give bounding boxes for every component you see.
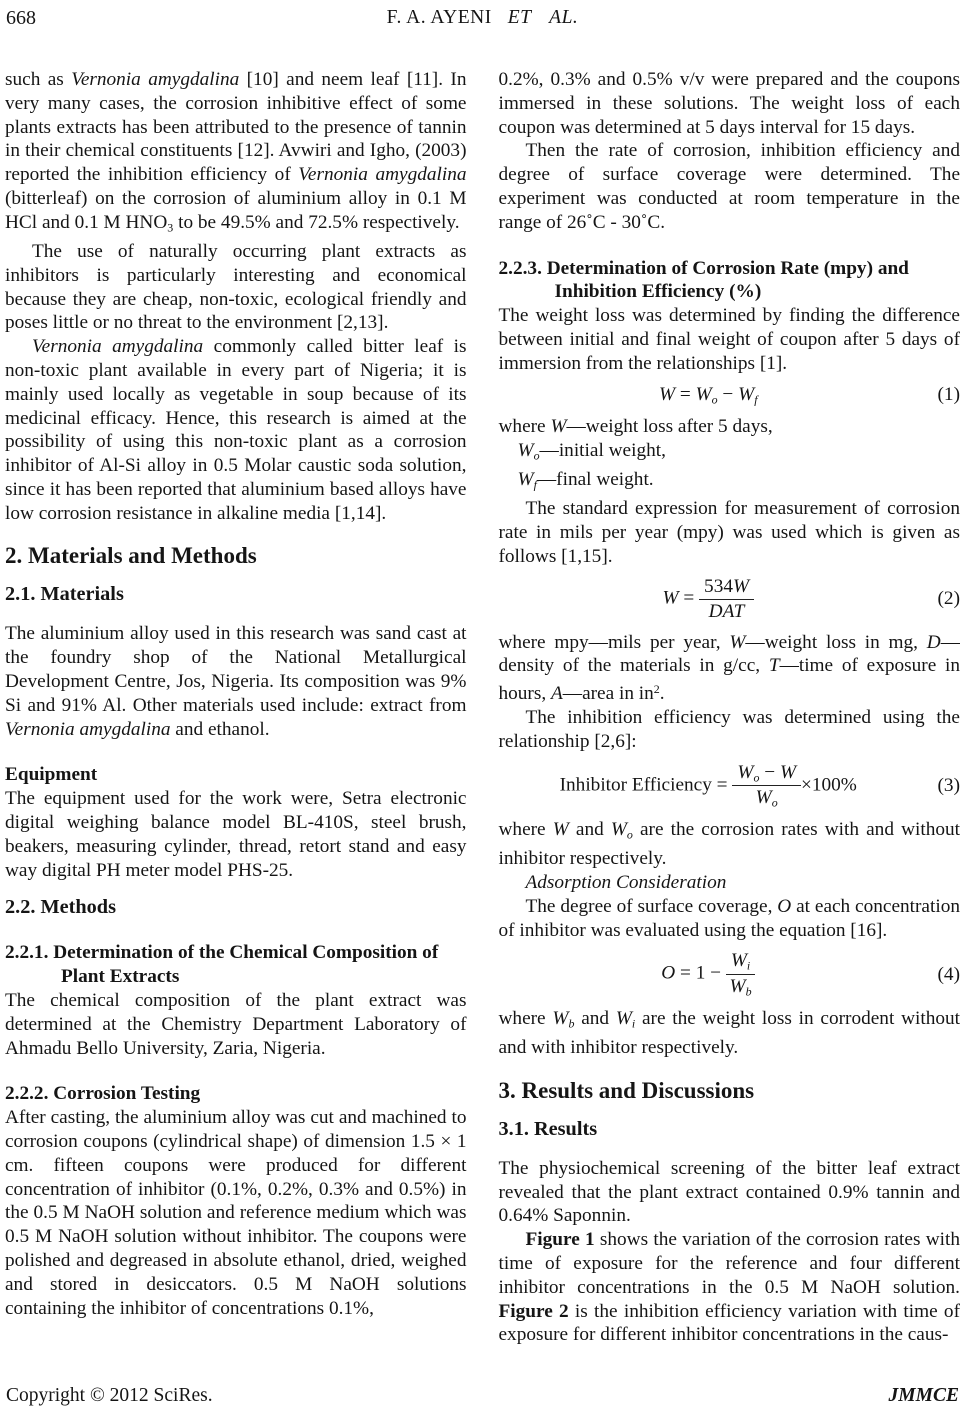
text-run: 3 [167, 220, 174, 235]
subsubsection-heading: 2.2.3. Determination of Corrosion Rate (mpy) and Inhibition Efficiency (%) [498, 257, 909, 303]
italic-text-run: W [779, 761, 796, 783]
italic-text-run: b [745, 984, 752, 999]
italic-text-run: D [926, 631, 941, 653]
text-run: where [498, 819, 553, 841]
equation-body [499, 950, 919, 998]
equation-text [801, 774, 857, 795]
equation [499, 576, 961, 622]
paragraph [499, 706, 961, 754]
equation-body [499, 384, 919, 407]
text-run: where mpy—mils per year, [498, 631, 730, 653]
text-run: where [498, 415, 551, 437]
equation-number: (1) [937, 384, 960, 406]
paragraph [499, 818, 961, 871]
text-run: = [678, 587, 700, 609]
text-run: Then the rate of corrosion, inhibition efficiency and degree of surface coverage were determined. The experiment was conducted at room temperature in the range of 26˚C - 30˚C. [498, 140, 960, 233]
text-run: The inhibition efficiency was determined using the relationship [2,6]: [498, 706, 960, 752]
paragraph [499, 631, 961, 706]
subsection-heading: 3.1. Results [498, 1117, 598, 1140]
page-number: 668 [6, 7, 36, 29]
italic-text-run: Vernonia amygdalina [71, 69, 240, 90]
text-run: The physiochemical screening of the bitter leaf extract revealed that the plant extract contained 0.9% tannin and 0.64% Saponnin. [498, 1157, 960, 1227]
text-run: is the inhibition efficiency variation with time of exposure for different inhibitor concentrations in the caus- [498, 1300, 960, 1346]
running-head [5, 7, 960, 37]
equation-body [499, 762, 919, 810]
text-run: at each concentration of inhibitor was evaluated using the equation [16]. [498, 895, 960, 941]
italic-text-run: W [517, 468, 534, 490]
italic-text-run: W [610, 819, 627, 841]
italic-text-run: o [711, 391, 718, 406]
running-head-etal: ET AL. [507, 7, 579, 28]
italic-text-run: Vernonia amygdalina [32, 336, 204, 358]
equation-text [662, 588, 699, 609]
italic-text-run: f [754, 391, 758, 406]
paragraph [5, 787, 467, 882]
text-run: shows the variation of the corrosion rates with time of exposure for the reference and four different inhibitor concentrations in the 0.5 M NaOH solution. [498, 1229, 960, 1298]
text-run: —weight loss after 5 days, [566, 415, 773, 437]
italic-text-run: W [755, 787, 772, 809]
paragraph [499, 304, 961, 375]
paragraph [5, 335, 467, 525]
text-run: The chemical composition of the plant extract was determined at the Chemistry Department Laboratory of Ahmadu Bello University, Zaria, Nigeria. [5, 990, 467, 1059]
paragraph [499, 497, 961, 568]
right-column [499, 68, 961, 1384]
subsubsection-heading: Equipment [5, 764, 98, 786]
subsubsection-heading: 2.2.2. Corrosion Testing [5, 1083, 201, 1105]
equation [499, 950, 961, 998]
text-run: are the corrosion rates with and without inhibitor respectively. [498, 819, 960, 870]
italic-text-run: O [661, 963, 676, 984]
text-run: —density of the materials in g/cc, [498, 631, 960, 677]
section-heading: 2. Materials and Methods [5, 543, 257, 569]
running-head-title [5, 7, 960, 29]
italic-text-run: DAT [708, 600, 745, 622]
italic-text-run: T [768, 655, 780, 677]
text-run: − [759, 761, 780, 783]
fraction [699, 576, 754, 622]
text-run: —area in in [562, 683, 654, 705]
italic-text-run: W [662, 587, 679, 609]
italic-text-run: W [550, 415, 567, 437]
fraction-denominator [699, 600, 754, 623]
paragraph [5, 1106, 467, 1320]
equation-number: (3) [937, 774, 960, 796]
italic-text-run: W [732, 576, 750, 598]
text-run: The weight loss was determined by finding the difference between initial and final weight of coupon after 5 days of immersion from the relationships [1]. [498, 305, 960, 374]
text-run: The aluminium alloy used in this research was sand cast at the foundry shop of the National Metallurgical Development Centre, Jos, Nigeria. Its composition was 9% Si and 91% Al. Other materials used include: extract from [5, 623, 467, 716]
text-run: = 1 − [675, 963, 726, 984]
text-run: ×100% [801, 774, 857, 796]
paragraph [499, 871, 961, 895]
paragraph [499, 1228, 961, 1347]
italic-text-run: W [738, 383, 755, 405]
equation-text [661, 963, 726, 984]
paragraph [499, 439, 961, 468]
subsection-heading: 2.1. Materials [5, 583, 124, 606]
two-column-body [5, 68, 960, 1384]
italic-text-run: O [777, 895, 792, 917]
paragraph [499, 415, 961, 439]
text-run: and ethanol. [170, 718, 270, 740]
text-run: —weight loss in mg, [745, 631, 927, 653]
text-run: and [574, 1007, 616, 1029]
equation-number: (2) [937, 588, 960, 610]
text-run: (bitterleaf) on the corrosion of aluminium alloy in 0.1 M HCl and 0.1 M HNO [5, 187, 467, 233]
fraction-numerator [726, 950, 755, 975]
equation-text [659, 384, 758, 405]
text-run: —initial weight, [539, 439, 666, 461]
text-run: Inhibitor Efficiency = [559, 774, 733, 796]
text-run: After casting, the aluminium alloy was cut and machined to corrosion coupons (cylindrical shape) of dimension 1.5 × 1 cm. fifteen coupons were produced for different concentration of inhibitor (0.1%, 0.2%, 0.3% and 0.5%) in the 0.5 M NaOH solution and reference medium which was 0.5 M NaOH solution without inhibitor. The coupons were polished and degreased in absolute ethanol, dried, weighed and stored in desiccators. 0.5 M NaOH solutions containing the inhibitor of concentrations 0.1%, [5, 1107, 467, 1319]
text-run: = [675, 383, 696, 405]
italic-text-run: W [517, 439, 534, 461]
text-run: —final weight. [536, 468, 654, 490]
equation-body [499, 576, 919, 622]
paragraph [499, 468, 961, 497]
italic-text-run: W [615, 1007, 632, 1029]
italic-text-run: Vernonia amygdalina [298, 164, 467, 186]
subsubsection-heading: 2.2.1. Determination of the Chemical Composition of Plant Extracts [5, 942, 439, 988]
equation-text [560, 774, 733, 795]
paragraph [499, 68, 961, 139]
text-run: The use of naturally occurring plant extracts as inhibitors is particularly interesting and economical because they are cheap, non-toxic, ecological friendly and poses little or no threat to the environment [2,13]. [5, 240, 467, 334]
italic-text-run: i [746, 958, 751, 973]
fraction-numerator [699, 576, 754, 600]
text-run: . [659, 683, 665, 705]
text-run: to be 49.5% and 72.5% respectively. [173, 211, 460, 233]
text-run: such as [5, 69, 72, 90]
text-run: —time of exposure in hours, [498, 655, 960, 705]
italic-text-run: W [729, 631, 746, 653]
equation-number: (4) [937, 963, 960, 985]
italic-text-run: Vernonia amygdalina [5, 718, 171, 740]
text-run: and [568, 819, 611, 841]
text-run: are the weight loss in corrodent without and with inhibitor respectively. [498, 1007, 960, 1058]
italic-text-run: i [631, 1016, 636, 1031]
italic-text-run: o [533, 448, 540, 463]
text-run: where [498, 1007, 553, 1029]
italic-text-run: W [552, 1007, 569, 1029]
left-column [5, 68, 467, 1384]
fraction [732, 762, 801, 810]
fraction [726, 950, 755, 998]
paragraph [5, 622, 467, 741]
text-run: 2 [653, 682, 660, 697]
italic-text-run: Adsorption Consideration [525, 871, 727, 893]
page-footer [6, 1385, 959, 1407]
italic-text-run: W [552, 819, 569, 841]
bold-text-run: Figure 1 [525, 1229, 595, 1251]
fraction-denominator [732, 786, 801, 810]
text-run: 0.2%, 0.3% and 0.5% v/v were prepared and the coupons immersed in these solutions. The weight loss of each coupon was determined at 5 days interval for 15 days. [498, 69, 960, 138]
equation [499, 762, 961, 810]
bold-text-run: Figure 2 [498, 1300, 569, 1322]
text-run: 534 [704, 576, 733, 598]
equation [499, 384, 961, 407]
italic-text-run: o [771, 795, 778, 810]
fraction-numerator [732, 762, 801, 787]
italic-text-run: o [626, 827, 633, 842]
paragraph [499, 139, 961, 234]
italic-text-run: b [568, 1016, 575, 1031]
italic-text-run: o [753, 769, 760, 784]
paragraph [499, 1157, 961, 1228]
text-run: The equipment used for the work were, Setra electronic digital weighing balance model BL-410S, steel brush, beakers, measuring cylinder, thread, retort stand and easy way digital PH meter model PHS-25. [5, 788, 467, 881]
text-run: commonly called bitter leaf is non-toxic plant available in every part of Nigeria; it is mainly used locally as vegetable in soup because of its medicinal efficacy. Hence, this research is aimed at the possibility of using this non-toxic plant as a corrosion inhibitor of Al-Si alloy in 0.5 Molar caustic soda solution, since it has been reported that aluminium based alloys have low corrosion resistance in alkaline media [1,14]. [5, 336, 467, 524]
text-run: The standard expression for measurement of corrosion rate in mils per year (mpy) was used which is given as follows [1,15]. [498, 497, 960, 567]
text-run: − [717, 383, 739, 405]
paragraph [499, 1007, 961, 1060]
fraction-denominator [726, 975, 755, 999]
running-head-authors: F. A. AYENI [386, 7, 492, 28]
paragraph [499, 895, 961, 943]
section-heading: 3. Results and Discussions [498, 1077, 755, 1103]
subsection-heading: 2.2. Methods [5, 896, 116, 919]
italic-text-run: W [695, 383, 712, 405]
copyright-notice: Copyright © 2012 SciRes. [6, 1385, 213, 1406]
italic-text-run: W [729, 976, 746, 998]
paragraph [5, 240, 467, 335]
italic-text-run: W [737, 761, 754, 783]
italic-text-run: W [730, 950, 747, 972]
text-run: [10] and neem leaf [11]. In very many cases, the corrosion inhibitive effect of some plants extracts has been attributed to the presence of tannin in their chemical constituents [12]. Avwiri and Igho, (2003) reported the inhibition efficiency of [5, 69, 467, 186]
italic-text-run: W [658, 383, 676, 405]
italic-text-run: A [551, 683, 563, 705]
paragraph [5, 68, 467, 240]
italic-text-run: f [533, 477, 537, 492]
journal-abbreviation: JMMCE [888, 1385, 959, 1406]
paragraph [5, 989, 467, 1060]
text-run: The degree of surface coverage, [525, 895, 778, 917]
